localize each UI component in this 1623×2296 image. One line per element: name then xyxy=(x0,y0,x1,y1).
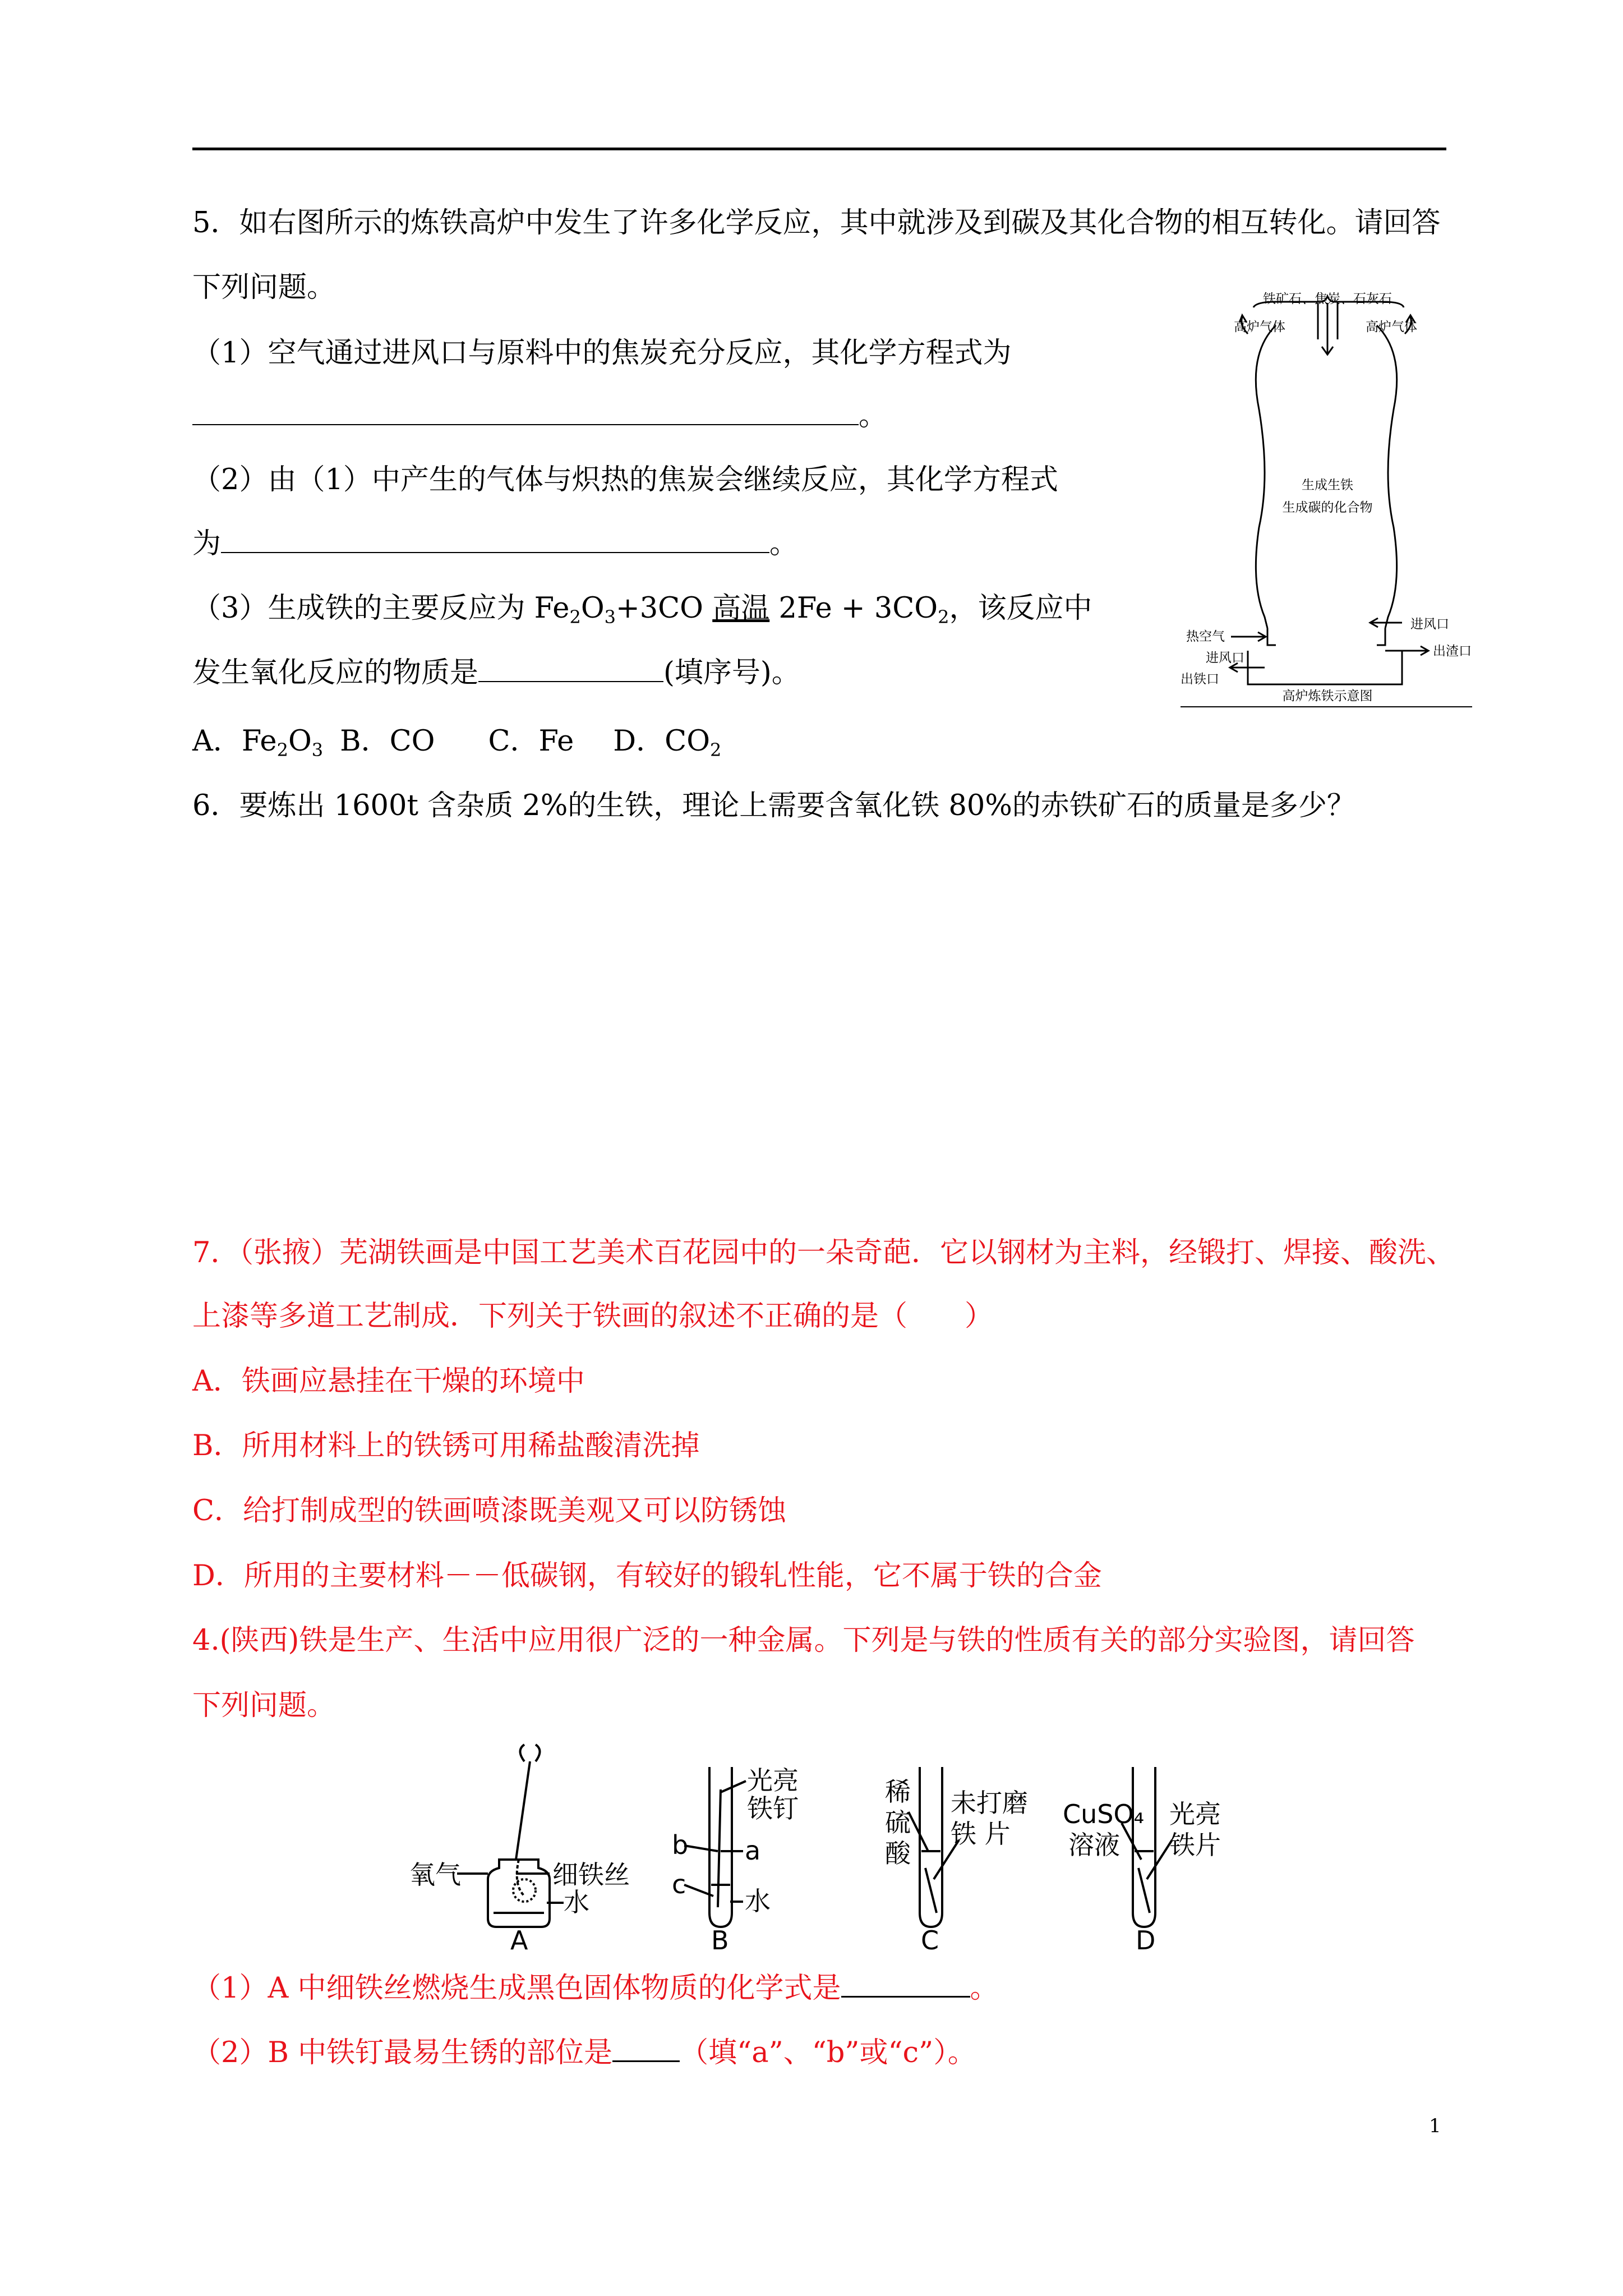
q7-line2: 上漆等多道工艺制成．下列关于铁画的叙述不正确的是（ ） xyxy=(192,1300,994,1333)
answer-blank[interactable] xyxy=(841,1996,970,1998)
exp-c-acid-3: 酸 xyxy=(885,1838,911,1869)
furnace-inlet-left: 进风口 xyxy=(1206,651,1244,665)
reaction-condition: 高温 xyxy=(712,592,770,625)
q4-sub2 xyxy=(192,2036,976,2070)
option-c: C．Fe xyxy=(488,725,574,758)
exp-c-label: C xyxy=(921,1925,939,1952)
subscript: 2 xyxy=(569,606,581,628)
text: D．CO xyxy=(613,725,711,758)
furnace-top-label: 铁矿石、焦炭、石灰石 xyxy=(1263,292,1392,306)
exp-b-c: c xyxy=(672,1869,686,1899)
text: ，该反应中 xyxy=(949,592,1092,625)
iron-experiments-figure xyxy=(404,1739,1245,1952)
exp-a-oxygen: 氧气 xyxy=(409,1860,461,1890)
q4-sub1 xyxy=(192,1972,999,2005)
q7-option-a: A．铁画应悬挂在干燥的环境中 xyxy=(192,1365,585,1398)
exp-b-a: a xyxy=(745,1835,761,1866)
answer-blank[interactable] xyxy=(478,681,663,682)
label-wei: 为 xyxy=(192,527,222,560)
q4-line1: 4.(陕西)铁是生产、生活中应用很广泛的一种金属。下列是与铁的性质有关的部分实验图，请回答 xyxy=(192,1624,1415,1657)
text: 发生氧化反应的物质是 xyxy=(192,656,479,689)
exp-a-wire: 细铁丝 xyxy=(552,1860,630,1890)
exp-c-iron-1: 未打磨 xyxy=(951,1788,1028,1818)
q5-intro-line1: 5．如右图所示的炼铁高炉中发生了许多化学反应，其中就涉及到碳及其化合物的相互转化。请回答 xyxy=(192,206,1441,240)
subscript: 2 xyxy=(938,606,949,628)
furnace-caption: 高炉炼铁示意图 xyxy=(1282,689,1373,703)
q6-text: 6．要炼出 1600t 含杂质 2%的生铁，理论上需要含氧化铁 80%的赤铁矿石的质量是多少？ xyxy=(192,789,1355,822)
exp-d-solution: 溶液 xyxy=(1068,1830,1120,1860)
period: 。 xyxy=(859,399,888,432)
answer-blank[interactable] xyxy=(612,2060,680,2062)
text: （3）生成铁的主要反应为 Fe xyxy=(192,592,570,625)
q5-part1-answer-line xyxy=(192,399,887,433)
subscript: 3 xyxy=(311,739,324,761)
exp-b-water: 水 xyxy=(745,1886,771,1916)
q5-intro-line2: 下列问题。 xyxy=(192,271,336,304)
exp-b-nail-2: 铁钉 xyxy=(747,1793,799,1824)
option-b: B．CO xyxy=(340,725,435,758)
q5-options xyxy=(192,725,722,761)
q7-line1: 7．（张掖）芜湖铁画是中国工艺美术百花园中的一朵奇葩．它以钢材为主料，经锻打、焊接、酸洗、 xyxy=(192,1236,1455,1269)
furnace-gas-right: 高炉气体 xyxy=(1366,320,1417,334)
option-d xyxy=(613,725,722,761)
q5-part4 xyxy=(192,656,800,690)
exp-c-iron-2: 铁 片 xyxy=(951,1819,1011,1849)
q7-option-b: B．所用材料上的铁锈可用稀盐酸清洗掉 xyxy=(192,1429,700,1462)
text: (填序号)。 xyxy=(663,656,800,689)
q5-part1: （1）空气通过进风口与原料中的焦炭充分反应，其化学方程式为 xyxy=(192,337,1012,370)
exp-c-acid-2: 硫 xyxy=(885,1807,911,1838)
q7-option-d: D．所用的主要材料－－低碳钢，有较好的锻轧性能，它不属于铁的合金 xyxy=(192,1559,1102,1593)
text: O xyxy=(580,592,605,625)
furnace-slag: 出渣口 xyxy=(1433,644,1472,659)
exp-d-iron-1: 光亮 xyxy=(1169,1799,1221,1829)
furnace-inner-2: 生成碳的化合物 xyxy=(1282,500,1373,515)
q5-part2: （2）由（1）中产生的气体与炽热的焦炭会继续反应，其化学方程式 xyxy=(192,463,1058,496)
exp-a-water: 水 xyxy=(564,1887,589,1917)
furnace-iron-out: 出铁口 xyxy=(1181,672,1219,687)
text: （2）B 中铁钉最易生锈的部位是 xyxy=(192,2036,613,2069)
q5-part2-answer-line xyxy=(192,527,798,561)
text: （填“a”、“b”或“c”）。 xyxy=(680,2036,976,2069)
subscript: 2 xyxy=(710,739,722,761)
answer-blank[interactable] xyxy=(221,552,769,553)
period: 。 xyxy=(769,527,799,560)
blast-furnace-figure xyxy=(1181,292,1472,718)
text: O xyxy=(288,725,312,758)
exp-d-iron-2: 铁片 xyxy=(1169,1830,1221,1860)
q5-part3 xyxy=(192,592,1092,628)
text: 。 xyxy=(970,1972,999,2005)
q4-line2: 下列问题。 xyxy=(192,1689,336,1722)
furnace-inlet-right: 进风口 xyxy=(1410,617,1449,632)
furnace-inner-1: 生成生铁 xyxy=(1302,478,1353,493)
furnace-hot-air: 热空气 xyxy=(1186,629,1225,644)
subscript: 3 xyxy=(604,606,616,628)
answer-blank[interactable] xyxy=(192,424,859,425)
text: +3CO xyxy=(615,592,713,625)
page-number: 1 xyxy=(1429,2115,1441,2137)
q7-option-c: C．给打制成型的铁画喷漆既美观又可以防锈蚀 xyxy=(192,1494,787,1527)
text: A．Fe xyxy=(192,725,277,758)
exp-a-label: A xyxy=(510,1925,528,1952)
option-a xyxy=(192,725,324,761)
exp-b-nail-1: 光亮 xyxy=(747,1765,799,1796)
exp-c-acid-1: 稀 xyxy=(885,1777,911,1807)
subscript: 2 xyxy=(276,739,288,761)
exp-d-label: D xyxy=(1136,1925,1156,1952)
text: （1）A 中细铁丝燃烧生成黑色固体物质的化学式是 xyxy=(192,1972,841,2005)
furnace-gas-left: 高炉气体 xyxy=(1234,320,1285,334)
text: 2Fe + 3CO xyxy=(769,592,938,625)
exp-d-cuso4: CuSO₄ xyxy=(1063,1799,1145,1829)
exp-b-b: b xyxy=(672,1830,689,1860)
exp-b-label: B xyxy=(711,1925,729,1952)
header-rule xyxy=(192,148,1446,150)
